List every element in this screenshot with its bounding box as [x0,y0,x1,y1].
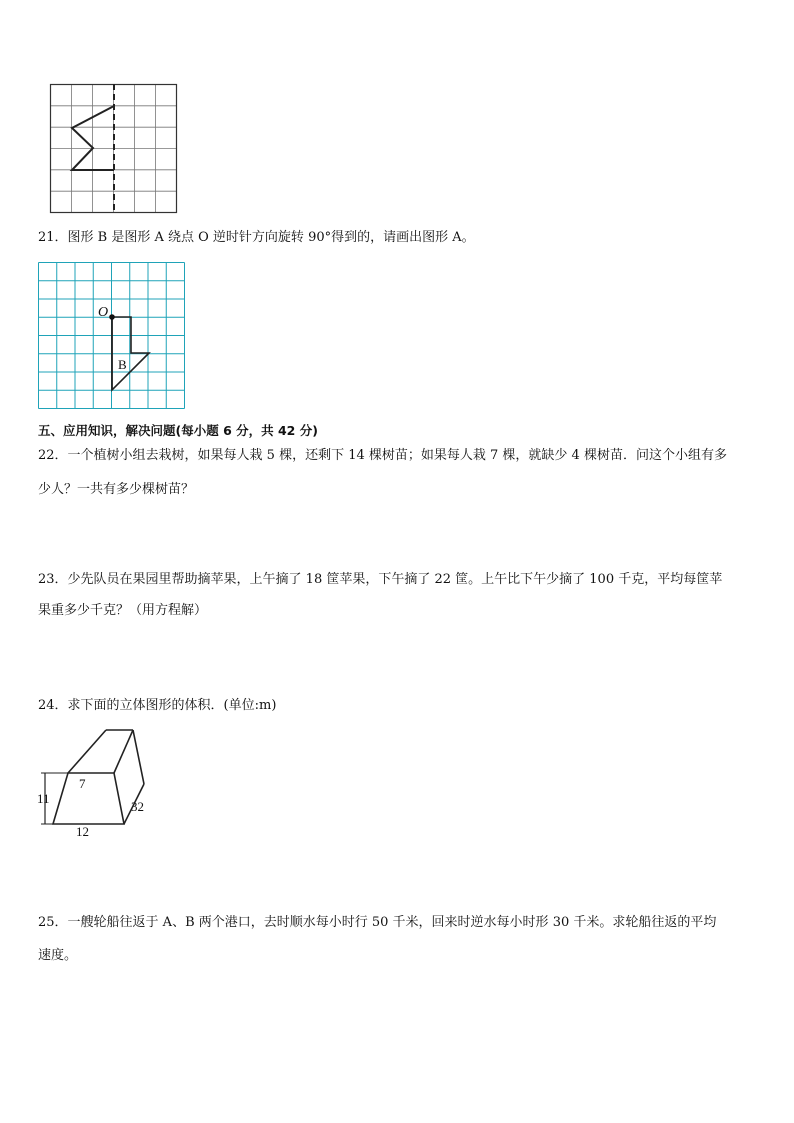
q24-prism-figure [30,726,170,841]
q24-label-top: 7 [79,776,86,791]
q24-front-face [53,773,124,824]
q24-edge-top-left [68,730,106,773]
q24-label-height: 11 [37,791,50,806]
q25-line2: 速度。 [38,948,78,963]
q21-label-o: O [98,305,109,320]
q24-edge-back-right [133,730,144,784]
q24-text: 24．求下面的立体图形的体积．(单位:m) [38,698,277,713]
q22-line1: 22．一个植树小组去栽树，如果每人栽 5 棵，还剩下 14 棵树苗；如果每人栽 7 棵，就缺少 4 棵树苗．问这个小组有多 [38,448,727,463]
q21-point-o [109,314,115,320]
q21-text: 21．图形 B 是图形 A 绕点 O 逆时针方向旋转 90°得到的，请画出图形 A。 [38,230,475,245]
q23-line2: 果重多少千克？（用方程解） [38,603,208,618]
q22-line2: 少人？一共有多少棵树苗？ [38,482,195,497]
section-5-title: 五、应用知识，解决问题(每小题 6 分，共 42 分) [38,423,318,438]
q20-half-shape [72,106,114,170]
q24-edge-top-right [114,730,133,773]
q21-label-b: B [118,357,127,372]
q23-line1: 23．少先队员在果园里帮助摘苹果，上午摘了 18 筐苹果，下午摘了 22 筐。上午比下午少摘了 100 千克，平均每筐苹 [38,572,723,587]
q24-label-length: 32 [131,799,144,814]
q24-label-bottom: 12 [76,824,89,839]
q20-symmetry-figure [50,84,178,214]
q25-line1: 25．一艘轮船往返于 A、B 两个港口，去时顺水每小时行 50 千米，回来时逆水每小时形 30 千米。求轮船往返的平均 [38,915,717,930]
q21-rotation-figure [38,262,186,410]
